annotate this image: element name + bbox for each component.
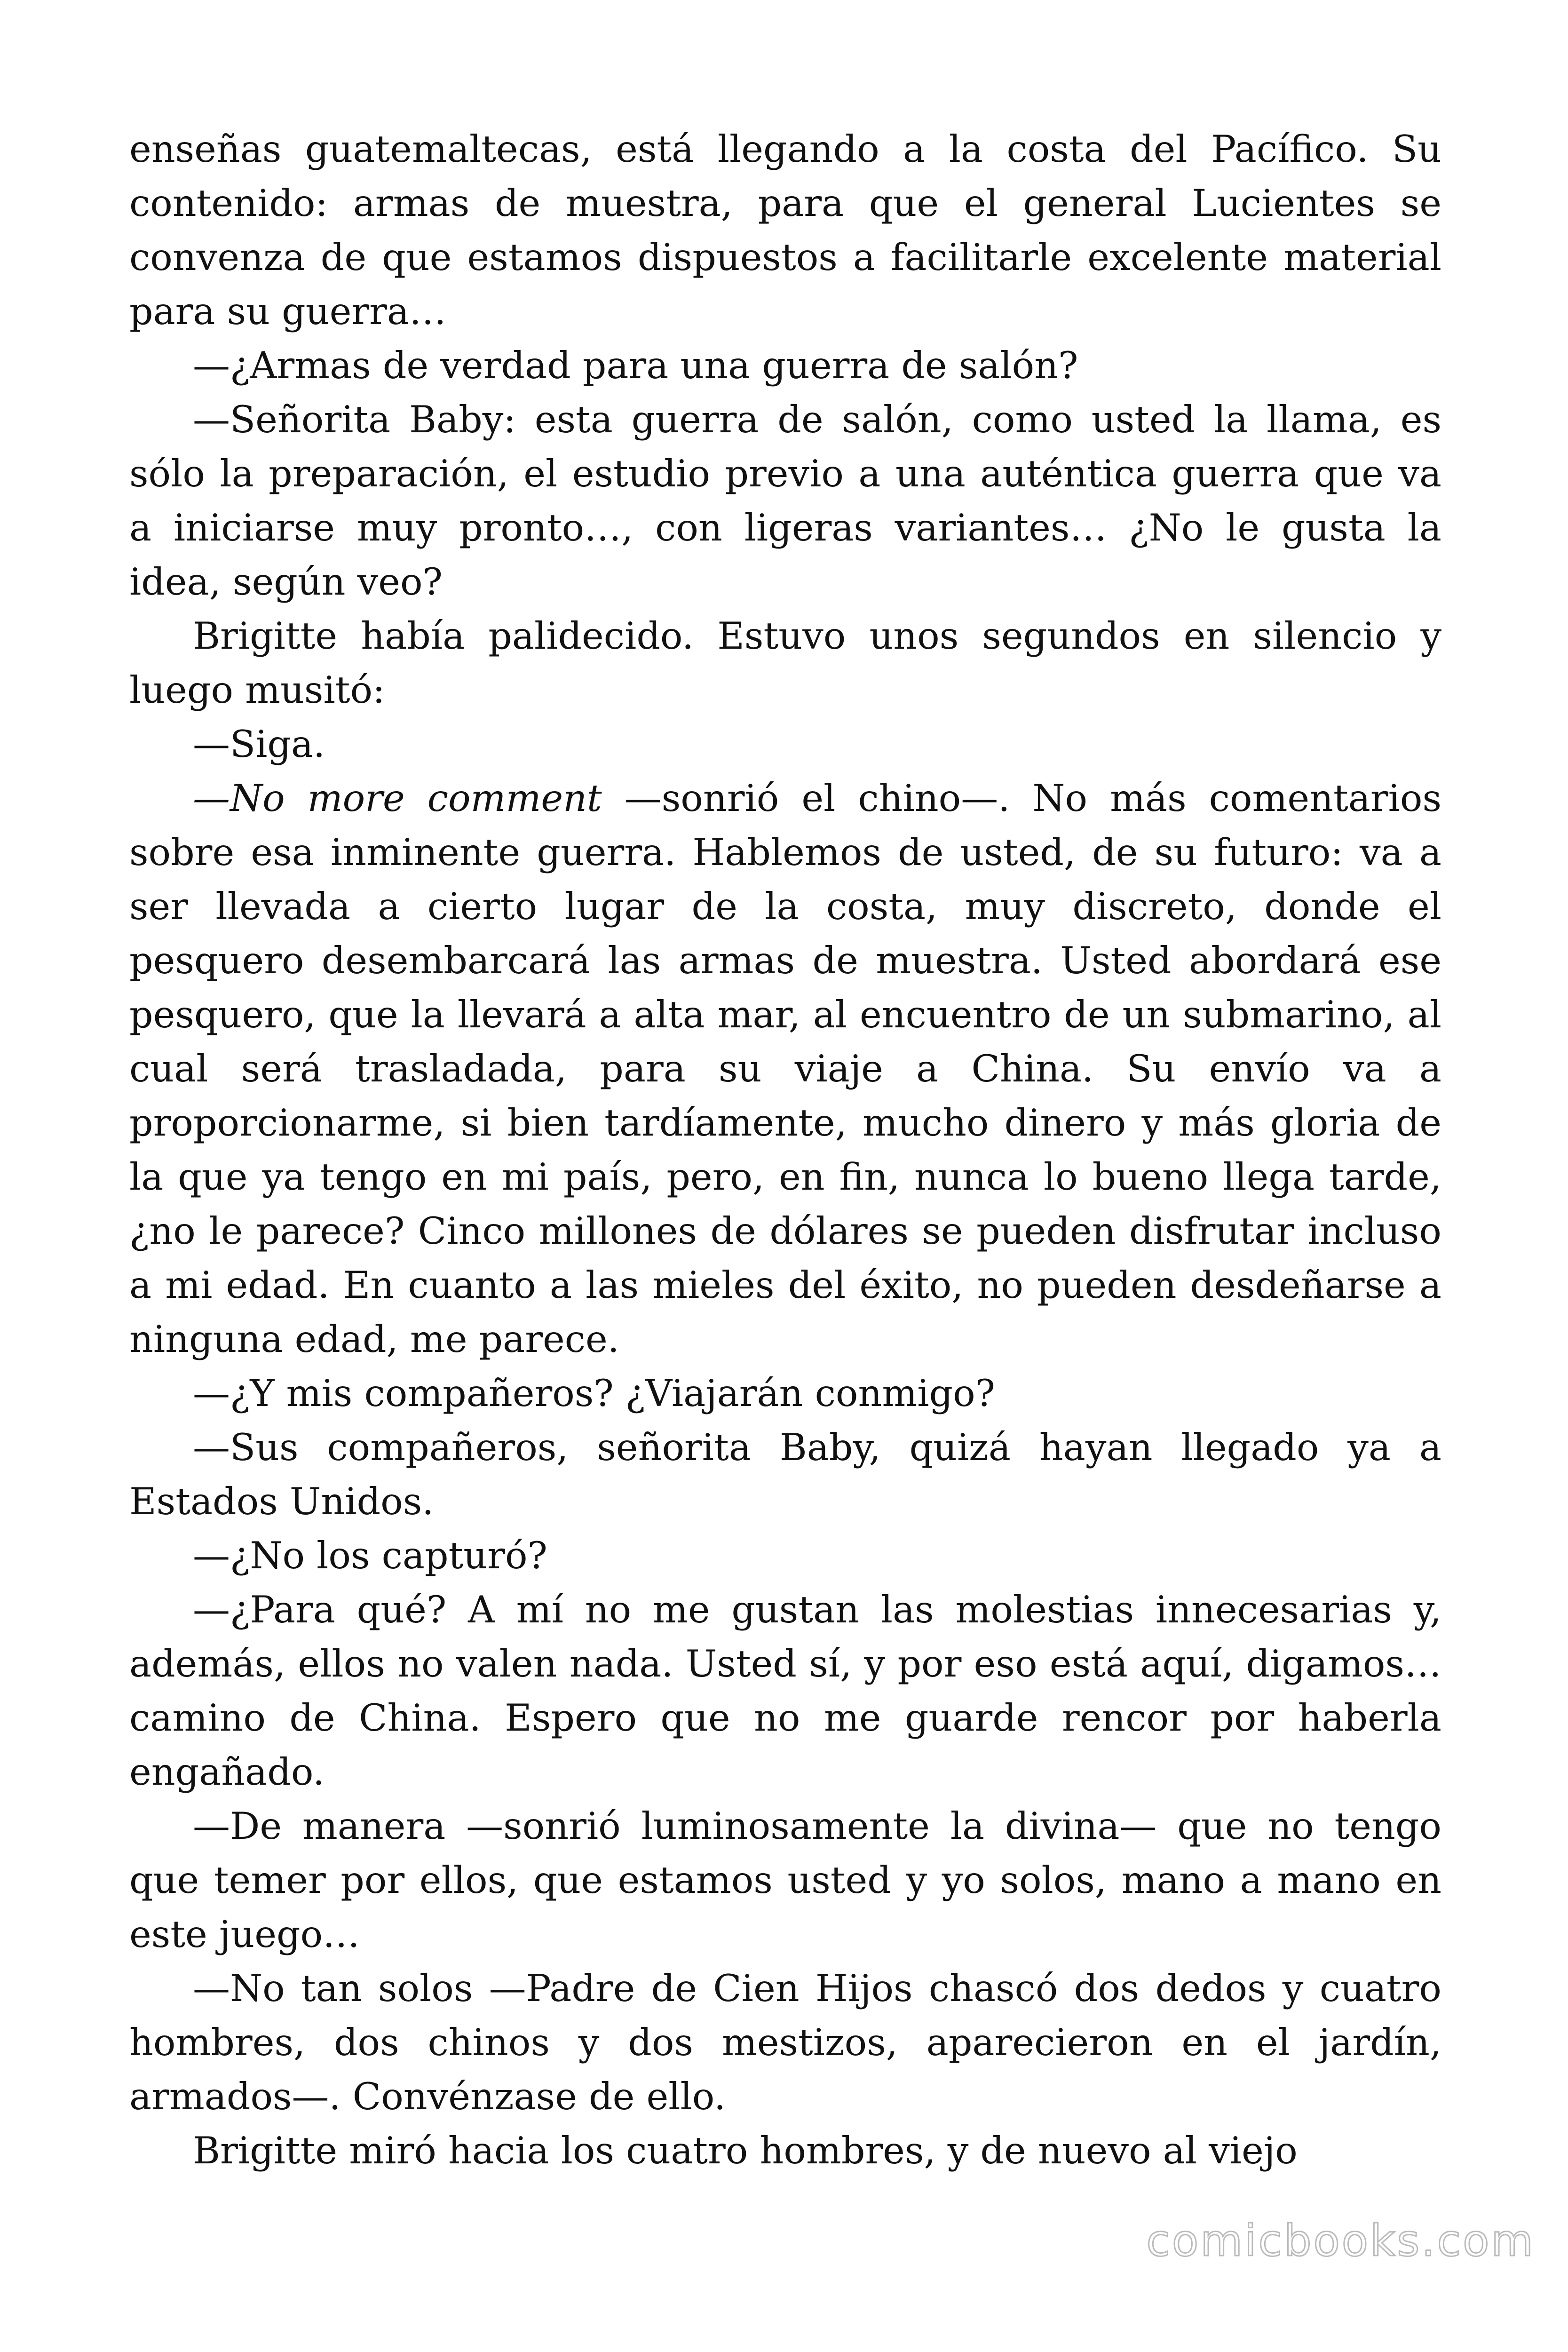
paragraph-8: —Sus compañeros, señorita Baby, quizá hayan llegado ya a Estados Unidos. <box>129 1426 1441 1523</box>
paragraph-6-body: —sonrió el chino—. No más comentarios sobre esa inminente guerra. Hablemos de usted, de su futuro: va a ser llevada a cierto lugar de la costa, muy discreto, donde el pesquero desembarcará las armas de muestra. Usted abordará ese pesquero, que la llevará a alta mar, al encuentro de un submarino, al cual será trasladada, para su viaje a China. Su envío va a proporcionarme, si bien tardíamente, mucho dinero y más gloria de la que ya tengo en mi país, pero, en fin, nunca lo bueno llega tarde, ¿no le parece? Cinco millones de dólares se pueden disfrutar incluso a mi edad. En cuanto a las mieles del éxito, no pueden desdeñarse a ninguna edad, me parece. <box>129 777 1441 1361</box>
paragraph-1: enseñas guatemaltecas, está llegando a la costa del Pacífico. Su contenido: armas de muestra, para que el general Lucientes se convenza de que estamos dispuestos a facilitarle excelente material para su guerra… <box>129 127 1441 333</box>
paragraph-12: —No tan solos —Padre de Cien Hijos chascó dos dedos y cuatro hombres, dos chinos y dos mestizos, aparecieron en el jardín, armados—. Convénzase de ello. <box>129 1967 1441 2118</box>
paragraph-4: Brigitte había palidecido. Estuvo unos segundos en silencio y luego musitó: <box>129 614 1441 712</box>
paragraph-10: —¿Para qué? A mí no me gustan las molestias innecesarias y, además, ellos no valen nada. Usted sí, y por eso está aquí, digamos… camino de China. Espero que no me guarde rencor por haberla engañado. <box>129 1588 1441 1794</box>
paragraph-2: —¿Armas de verdad para una guerra de salón? <box>193 344 1078 387</box>
paragraph-13: Brigitte miró hacia los cuatro hombres, y de nuevo al viejo <box>193 2129 1298 2172</box>
book-page-text <box>129 122 1441 2178</box>
paragraph-11: —De manera —sonrió luminosamente la divina— que no tengo que temer por ellos, que estamos usted y yo solos, mano a mano en este juego… <box>129 1804 1441 1956</box>
italic-phrase: —No more comment <box>193 777 602 820</box>
paragraph-6 <box>129 771 1441 1367</box>
paragraph-5: —Siga. <box>193 723 325 766</box>
paragraph-7: —¿Y mis compañeros? ¿Viajarán conmigo? <box>193 1372 995 1415</box>
paragraph-9: —¿No los capturó? <box>193 1534 547 1577</box>
paragraph-3: —Señorita Baby: esta guerra de salón, como usted la llama, es sólo la preparación, el estudio previo a una auténtica guerra que va a iniciarse muy pronto…, con ligeras variantes… ¿No le gusta la idea, según veo? <box>129 398 1441 604</box>
site-watermark: comicbooks.com <box>1146 2216 1535 2266</box>
